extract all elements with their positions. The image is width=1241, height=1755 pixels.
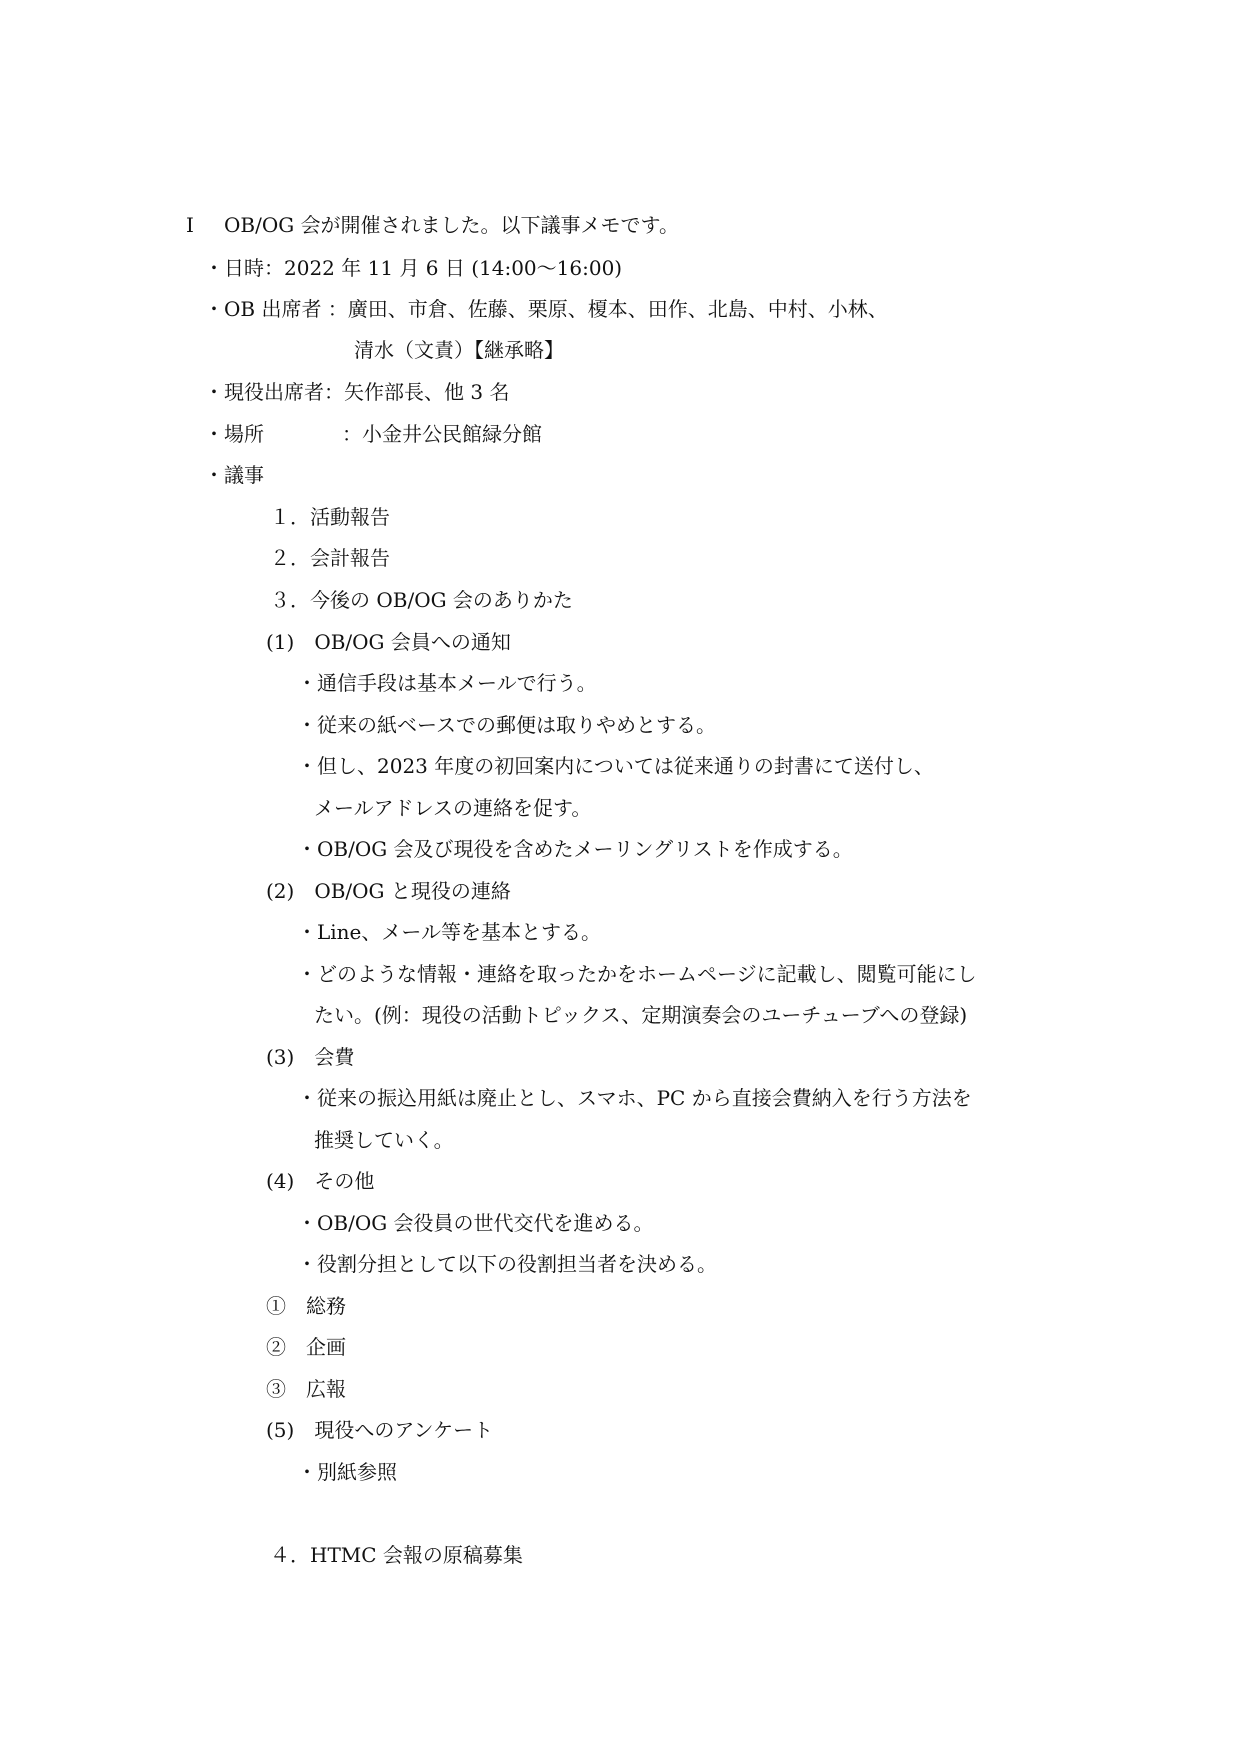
subsection-1-bullet-3-line2: メールアドレスの連絡を促す。 <box>314 796 592 820</box>
subsection-1-bullet-4: ・OB/OG 会及び現役を含めたメーリングリストを作成する。 <box>297 837 853 861</box>
ob-attendees-line2: 清水（文責）【継承略】 <box>354 338 564 362</box>
agenda-item-3: ３．今後の OB/OG 会のありかた <box>270 588 573 612</box>
subsection-3-bullet-1-line1: ・従来の振込用紙は廃止とし、スマホ、PC から直接会費納入を行う方法を <box>297 1086 972 1110</box>
role-item-planning: ② 企画 <box>266 1335 346 1359</box>
section-heading <box>186 212 679 238</box>
subsection-2-title: (2) OB/OG と現役の連絡 <box>266 879 511 903</box>
subsection-2-bullet-1: ・Line、メール等を基本とする。 <box>297 920 601 944</box>
subsection-2-bullet-2-line2: たい。(例：現役の活動トピックス、定期演奏会のユーチューブへの登録) <box>314 1003 968 1027</box>
agenda-item-1: １．活動報告 <box>270 505 390 529</box>
subsection-1-title: (1) OB/OG 会員への通知 <box>266 630 511 654</box>
role-item-general-affairs: ① 総務 <box>266 1294 346 1318</box>
subsection-5-bullet-1: ・別紙参照 <box>297 1460 397 1484</box>
agenda-label: ・議事 <box>204 463 264 487</box>
ob-attendees-line1: ・OB 出席者 ：廣田、市倉、佐藤、栗原、榎本、田作、北島、中村、小林、 <box>204 297 888 321</box>
role-item-public-relations: ③ 広報 <box>266 1377 346 1401</box>
place-value: ：小金井公民館緑分館 <box>342 422 542 446</box>
section-title: OB/OG 会が開催されました。以下議事メモです。 <box>224 213 679 237</box>
subsection-3-title: (3) 会費 <box>266 1045 355 1069</box>
subsection-1-bullet-3-line1: ・但し、2023 年度の初回案内については従来通りの封書にて送付し、 <box>297 754 934 778</box>
meeting-datetime: ・日時：2022 年 11 月 6 日 (14:00～16:00) <box>204 256 623 280</box>
section-number: I <box>186 213 194 237</box>
subsection-4-title: (4) その他 <box>266 1169 375 1193</box>
place-label: ・場所 <box>204 422 264 446</box>
subsection-4-bullet-2: ・役割分担として以下の役割担当者を決める。 <box>297 1252 717 1276</box>
current-attendees: ・現役出席者：矢作部長、他 3 名 <box>204 380 510 404</box>
subsection-1-bullet-2: ・従来の紙ベースでの郵便は取りやめとする。 <box>297 713 716 737</box>
agenda-item-4: ４．HTMC 会報の原稿募集 <box>270 1543 523 1567</box>
subsection-3-bullet-1-line2: 推奨していく。 <box>314 1128 454 1152</box>
subsection-4-bullet-1: ・OB/OG 会役員の世代交代を進める。 <box>297 1211 654 1235</box>
agenda-item-2: ２．会計報告 <box>270 546 390 570</box>
subsection-5-title: (5) 現役へのアンケート <box>266 1418 494 1442</box>
subsection-2-bullet-2-line1: ・どのような情報・連絡を取ったかをホームページに記載し、閲覧可能にし <box>297 962 977 986</box>
subsection-1-bullet-1: ・通信手段は基本メールで行う。 <box>297 671 597 695</box>
